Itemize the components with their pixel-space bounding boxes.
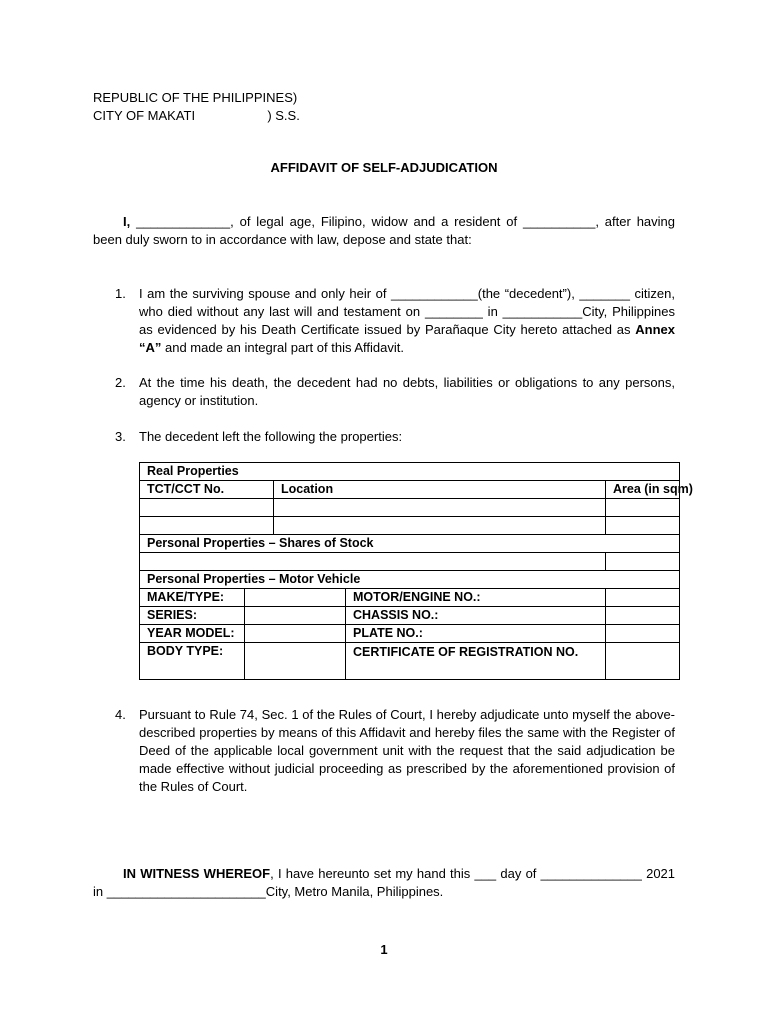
document-title: AFFIDAVIT OF SELF-ADJUDICATION: [270, 160, 498, 175]
item-2: [93, 374, 675, 410]
certificate-value: [606, 643, 680, 680]
venue-block: [93, 89, 393, 125]
item-1-annex: Annex “A”: [139, 322, 675, 355]
intro-bold-start: I,: [123, 214, 131, 229]
col-header-location: Location: [274, 481, 606, 499]
table-row: [140, 481, 680, 499]
plate-label: PLATE NO.:: [346, 625, 606, 643]
real-properties-header: Real Properties: [140, 463, 680, 481]
motor-vehicle-header: Personal Properties – Motor Vehicle: [140, 571, 680, 589]
item-1-text: [139, 285, 675, 357]
table-row: [140, 589, 680, 607]
table-cell-empty: [606, 517, 680, 535]
table-row: [140, 571, 680, 589]
plate-value: [606, 625, 680, 643]
table-cell-empty: [140, 499, 274, 517]
item-1-text-a: I am the surviving spouse and only heir of ____________(the “decedent”),: [139, 286, 575, 301]
page-number: 1: [380, 942, 388, 957]
col-header-area: Area (in sqm): [606, 481, 680, 499]
series-value: [245, 607, 346, 625]
make-type-label: MAKE/TYPE:: [140, 589, 245, 607]
year-model-value: [245, 625, 346, 643]
chassis-label: CHASSIS NO.:: [346, 607, 606, 625]
table-cell-empty: [274, 517, 606, 535]
table-row: [140, 535, 680, 553]
table-row: [140, 553, 680, 571]
table-cell-empty: [140, 553, 606, 571]
witness-text: , I have hereunto set my hand this ___ day of ______________ 2021 in ______________________City, Metro Manila, Philippines.: [93, 866, 676, 899]
make-type-value: [245, 589, 346, 607]
table-row: [140, 625, 680, 643]
witness-paragraph: [93, 865, 675, 901]
table-cell-empty: [140, 517, 274, 535]
item-1-text-c: and made an integral part of this Affidavit.: [161, 340, 404, 355]
chassis-value: [606, 607, 680, 625]
shares-of-stock-header: Personal Properties – Shares of Stock: [140, 535, 680, 553]
witness-bold-start: IN WITNESS WHEREOF: [123, 866, 271, 881]
motor-engine-value: [606, 589, 680, 607]
item-4-text: Pursuant to Rule 74, Sec. 1 of the Rules of Court, I hereby adjudicate unto myself the above-described properties by means of this Affidavit and hereby files the same with the Register of Deed of the applicable local government unit with the request that the said adjudication be made effective without judicial proceeding as prescribed by the aforementioned provision of the Rules of Court.: [139, 707, 675, 794]
table-cell-empty: [606, 553, 680, 571]
motor-engine-label: MOTOR/ENGINE NO.:: [346, 589, 606, 607]
item-4: [93, 706, 675, 796]
table-row: [140, 607, 680, 625]
item-1-text-b: _______ citizen, who died without any last will and testament on ________ in ___________City, Philippines as evidenced by his Death Certificate issued by Parañaque City hereto attached as: [139, 286, 675, 337]
col-header-tct: TCT/CCT No.: [140, 481, 274, 499]
venue-city: CITY OF MAKATI ) S.S.: [93, 108, 300, 123]
item-3: [93, 428, 675, 446]
item-1: [93, 285, 675, 357]
year-model-label: YEAR MODEL:: [140, 625, 245, 643]
body-type-label: BODY TYPE:: [140, 643, 245, 680]
venue-republic: REPUBLIC OF THE PHILIPPINES): [93, 90, 298, 105]
item-2-text: At the time his death, the decedent had no debts, liabilities or obligations to any persons, agency or institution.: [139, 375, 675, 408]
table-row: [140, 499, 680, 517]
intro-paragraph: [93, 213, 675, 249]
item-3-text: The decedent left the following the properties:: [139, 429, 403, 444]
table-cell-empty: [274, 499, 606, 517]
table-row: [140, 643, 680, 680]
item-4-number: 4.: [115, 707, 126, 722]
item-2-number: 2.: [115, 375, 126, 390]
table-row: [140, 463, 680, 481]
table-cell-empty: [606, 499, 680, 517]
item-1-number: 1.: [115, 286, 126, 301]
table-row: [140, 517, 680, 535]
properties-table: [139, 462, 693, 680]
item-3-number: 3.: [115, 429, 126, 444]
intro-text: _____________, of legal age, Filipino, widow and a resident of __________, after having been duly sworn to in accordance with law, depose and state that:: [93, 214, 675, 247]
series-label: SERIES:: [140, 607, 245, 625]
certificate-label: CERTIFICATE OF REGISTRATION NO.: [346, 643, 606, 680]
body-type-value: [245, 643, 346, 680]
